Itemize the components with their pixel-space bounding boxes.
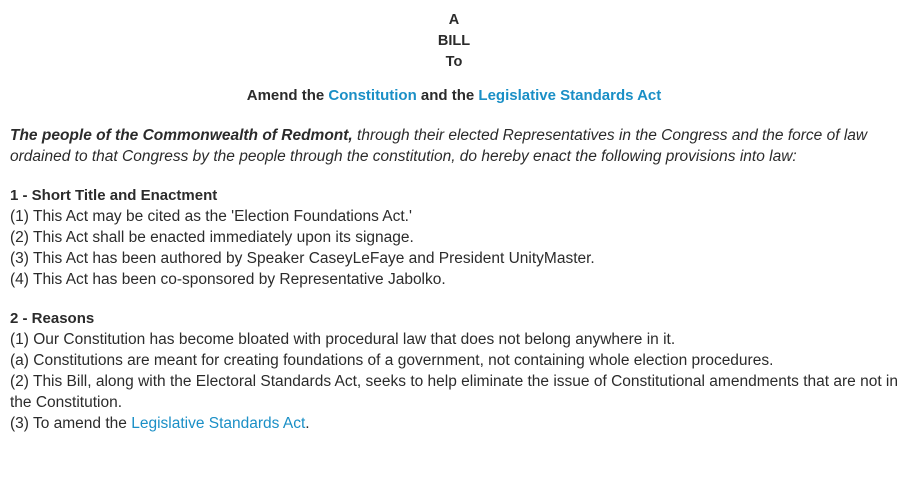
section-short-title	[10, 185, 898, 290]
bill-header	[10, 10, 898, 73]
clause: (2) This Act shall be enacted immediately upon its signage.	[10, 229, 414, 246]
section-title: 2 - Reasons	[10, 310, 95, 327]
clause: (4) This Act has been co-sponsored by Representative Jabolko.	[10, 271, 446, 288]
header-to: To	[445, 54, 463, 70]
constitution-link[interactable]: Constitution	[328, 87, 417, 104]
bill-purpose-heading	[10, 85, 898, 107]
preamble-bold: The people of the Commonwealth of Redmont,	[10, 127, 353, 144]
heading-middle: and the	[416, 87, 479, 104]
clause	[10, 413, 898, 434]
clause: (2) This Bill, along with the Electoral Standards Act, seeks to help eliminate the issue of Constitutional amendments that are not in the Constitution.	[10, 373, 898, 411]
clause: (1) This Act may be cited as the 'Election Foundations Act.'	[10, 208, 412, 225]
legislative-standards-act-link[interactable]: Legislative Standards Act	[478, 87, 662, 104]
clause: (a) Constitutions are meant for creating foundations of a government, not containing whole election procedures.	[10, 352, 774, 369]
legislative-standards-act-link[interactable]: Legislative Standards Act	[131, 415, 306, 432]
preamble-text: through their elected Representatives in the Congress and the force of law ordained to that Congress by the people through the constitution, do hereby enact the following provisions into law:	[10, 127, 868, 165]
clause: (3) This Act has been authored by Speaker CaseyLeFaye and President UnityMaster.	[10, 250, 595, 267]
clause-suffix: .	[305, 415, 310, 432]
heading-prefix: Amend the	[246, 87, 329, 104]
clause: (1) Our Constitution has become bloated with procedural law that does not belong anywhere in it.	[10, 331, 676, 348]
section-reasons	[10, 308, 898, 434]
section-title: 1 - Short Title and Enactment	[10, 187, 218, 204]
header-bill: BILL	[437, 33, 471, 49]
clause-prefix: (3) To amend the	[10, 415, 132, 432]
header-a: A	[448, 12, 460, 28]
preamble	[10, 125, 898, 167]
